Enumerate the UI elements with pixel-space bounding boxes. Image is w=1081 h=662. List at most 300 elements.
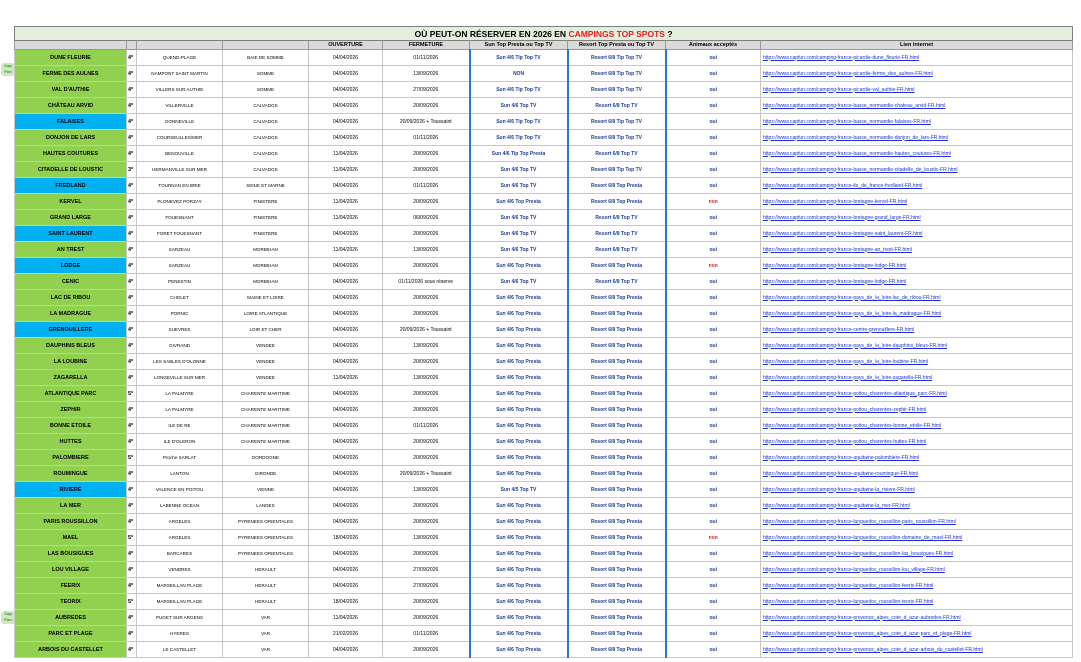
title-row [15,27,1073,41]
camping-link[interactable]: https://www.capfun.com/camping-france-pays_de_la_loire-loubine-FR.html [763,358,929,365]
closing-date: 20/09/2026 [383,290,470,306]
pets-accepted: oui [666,98,761,114]
header-closing: FERMETURE [383,41,470,50]
title-highlight: CAMPINGS TOP SPOTS [568,28,665,39]
closing-date: 27/09/2026 [383,82,470,98]
camping-city: VILLERS SUR AUTHIE [137,82,223,98]
camping-department: PYRENEES ORIENTALES [223,514,309,530]
camping-stars: 4* [127,466,137,482]
camping-name: LAC DE RIBOU [15,290,127,306]
camping-city: SUEVRES [137,322,223,338]
closing-date: 27/09/2026 [383,562,470,578]
sun-offer: Sun 4/6 Top Presta [470,306,568,322]
title-end: ? [664,28,673,39]
sun-offer: Sun 4/6 Top Presta [470,290,568,306]
opening-date: 04/04/2026 [309,386,383,402]
camping-name: LOU VILLAGE [15,562,127,578]
resort-offer: Resort 6/8 Top Presta [568,626,666,642]
sun-offer: Sun 4/6 Tip Top Presta [470,146,568,162]
camping-name: TEORIX [15,594,127,610]
camping-link[interactable]: https://www.capfun.com/camping-france-bretagne-kervel-FR.html [763,198,908,205]
pets-accepted: oui [666,466,761,482]
camping-name: GRENOUILLERE [15,322,127,338]
camping-department: CHARENTE MARITIME [223,434,309,450]
opening-date: 04/04/2026 [309,402,383,418]
opening-date: 04/04/2026 [309,322,383,338]
closing-date: 20/09/2026 + Toussaint [383,322,470,338]
closing-date: 20/09/2026 [383,194,470,210]
camping-name: HAUTES COUTURES [15,146,127,162]
opening-date: 04/04/2026 [309,258,383,274]
camping-city: VALENCE EN POITOU [137,482,223,498]
table-row [15,178,1073,194]
camping-stars: 4* [127,274,137,290]
camping-department: CALVADOS [223,162,309,178]
sun-offer: Sun 4/6 Top Presta [470,450,568,466]
camping-stars: 4* [127,498,137,514]
camping-department: SOMME [223,66,309,82]
internet-link [761,450,1073,466]
campings-table [14,26,1073,658]
opening-date: 04/04/2026 [309,178,383,194]
resort-offer: Resort 6/8 Top Presta [568,386,666,402]
camping-city: HERMANVILLE SUR MER [137,162,223,178]
camping-department: MORBIHAN [223,274,309,290]
sun-offer: Sun 4/6 Top TV [470,178,568,194]
camping-name: LAS BOUSIGUES [15,546,127,562]
camping-link[interactable]: https://www.capfun.com/camping-france-languedoc_roussillon-domaine_de_mael-FR.html [763,534,963,541]
opening-date: 04/04/2026 [309,434,383,450]
pets-accepted: oui [666,226,761,242]
camping-stars: 5* [127,450,137,466]
pets-accepted: oui [666,210,761,226]
camping-link[interactable]: https://www.capfun.com/camping-france-languedoc_roussillon-teorix-FR.html [763,598,934,605]
closing-date: 20/09/2026 [383,514,470,530]
camping-department: HERAULT [223,562,309,578]
table-row [15,50,1073,66]
camping-link[interactable]: https://www.capfun.com/camping-france-poitou_charentes-bonne_etoile-FR.html [763,422,942,429]
resort-offer: Resort 6/8 Top Presta [568,450,666,466]
camping-city: GONNEVILLE [137,114,223,130]
camping-link[interactable]: https://www.capfun.com/camping-france-languedoc_roussillon-lou_village-FR.html [763,566,945,573]
closing-date: 20/09/2026 [383,226,470,242]
camping-city: MARSEILLAN PLAGE [137,594,223,610]
camping-department: VAR [223,610,309,626]
camping-department: MORBIHAN [223,242,309,258]
camping-department: CHARENTE MARITIME [223,402,309,418]
camping-city: VILLERVILLE [137,98,223,114]
internet-link [761,162,1073,178]
pets-accepted: oui [666,498,761,514]
resort-offer: Resort 6/8 Top Presta [568,498,666,514]
camping-link[interactable]: https://www.capfun.com/camping-france-centre-grenouillere-FR.html [763,326,915,333]
internet-link [761,514,1073,530]
camping-city: BARCARES [137,546,223,562]
pets-accepted: oui [666,434,761,450]
table-row [15,210,1073,226]
internet-link [761,578,1073,594]
sun-offer: Sun 4/6 Top Presta [470,194,568,210]
table-row [15,562,1073,578]
camping-stars: 4* [127,370,137,386]
sun-offer: Sun 4/6 Tip Top TV [470,50,568,66]
camping-name: DONJON DE LARS [15,130,127,146]
internet-link [761,258,1073,274]
internet-link [761,626,1073,642]
internet-link [761,482,1073,498]
camping-city: LA PALMYRE [137,402,223,418]
camping-link[interactable]: https://www.capfun.com/camping-france-bretagne-lodge-FR.html [763,262,907,269]
camping-stars: 4* [127,354,137,370]
camping-department: CALVADOS [223,146,309,162]
camping-stars: 4* [127,66,137,82]
camping-stars: 4* [127,562,137,578]
camping-name: CITADELLE DE LOUSTIC [15,162,127,178]
sun-offer: Sun 4/6 Top Presta [470,530,568,546]
camping-department: VAR [223,642,309,658]
camping-city: NAMPONT SAINT MARTIN [137,66,223,82]
pets-accepted: oui [666,370,761,386]
opening-date: 04/04/2026 [309,482,383,498]
opening-date: 04/04/2026 [309,98,383,114]
camping-name: FALAISES [15,114,127,130]
camping-stars: 4* [127,626,137,642]
camping-city: LA PALMYRE [137,386,223,402]
closing-date: 01/11/2026 sous réserve [383,274,470,290]
table-row [15,530,1073,546]
camping-link[interactable]: https://www.capfun.com/camping-france-poitou_charentes-zephir-FR.html [763,406,927,413]
camping-department: CHARENTE MARITIME [223,386,309,402]
pets-accepted: oui [666,274,761,290]
camping-link[interactable]: https://www.capfun.com/camping-france-basse_normandie-falaises-FR.html [763,118,931,125]
table-row [15,194,1073,210]
internet-link [761,530,1073,546]
camping-stars: 4* [127,114,137,130]
camping-department: DORDOGNE [223,450,309,466]
camping-city: FORET FOUESNANT [137,226,223,242]
resort-offer: Resort 6/8 Top TV [568,242,666,258]
resort-offer: Resort 6/8 Top Presta [568,258,666,274]
closing-date: 20/09/2026 [383,498,470,514]
camping-stars: 4* [127,322,137,338]
header-opening: OUVERTURE [309,41,383,50]
camping-link[interactable]: https://www.capfun.com/camping-france-basse_normandie-donjon_de_lars-FR.html [763,134,949,141]
sun-offer: Sun 4/6 Tip Top TV [470,130,568,146]
opening-date: 04/04/2026 [309,114,383,130]
table-row [15,450,1073,466]
closing-date: 01/11/2026 [383,418,470,434]
closing-date: 01/11/2026 [383,50,470,66]
camping-link[interactable]: https://www.capfun.com/camping-france-bretagne-lodge-FR.html [763,278,907,285]
pets-accepted: non [666,258,761,274]
opening-date: 04/04/2026 [309,466,383,482]
pets-accepted: oui [666,338,761,354]
camping-link[interactable]: https://www.capfun.com/camping-france-pays_de_la_loire-la_madrague-FR.html [763,310,942,317]
camping-department: MAINE ET LOIRE [223,290,309,306]
internet-link [761,306,1073,322]
opening-date: 04/04/2026 [309,450,383,466]
camping-stars: 4* [127,98,137,114]
camping-department: CALVADOS [223,114,309,130]
camping-link[interactable]: https://www.capfun.com/camping-france-pays_de_la_loire-dauphins_bleus-FR.html [763,342,947,349]
closing-date: 13/09/2026 [383,370,470,386]
camping-name: LODGE [15,258,127,274]
camping-stars: 4* [127,338,137,354]
camping-city: ARGELES [137,514,223,530]
resort-offer: Resort 6/8 Top TV [568,146,666,162]
camping-link[interactable]: https://www.capfun.com/camping-france-aquitaine-la_mer-FR.html [763,502,910,509]
camping-city: LES SABLES D'OLONNE [137,354,223,370]
opening-date: 11/04/2026 [309,194,383,210]
camping-stars: 3* [127,162,137,178]
closing-date: 13/09/2026 [383,66,470,82]
pets-accepted: oui [666,626,761,642]
resort-offer: Resort 6/8 Top TV [568,274,666,290]
resort-offer: Resort 6/8 Top TV [568,210,666,226]
camping-stars: 4* [127,50,137,66]
resort-offer: Resort 6/8 Top Presta [568,482,666,498]
opening-date: 04/04/2026 [309,82,383,98]
pets-accepted: oui [666,562,761,578]
camping-department: VENDEE [223,338,309,354]
opening-date: 04/04/2026 [309,306,383,322]
internet-link [761,226,1073,242]
camping-link[interactable]: https://www.capfun.com/camping-france-basse_normandie-chateau_arvid-FR.html [763,102,946,109]
internet-link [761,194,1073,210]
camping-link[interactable]: https://www.capfun.com/camping-france-aquitaine-roumingue-FR.html [763,470,919,477]
camping-city: SARZEAU [137,258,223,274]
camping-name: CHÂTEAU ARVID [15,98,127,114]
camping-link[interactable]: https://www.capfun.com/camping-france-aquitaine-palombiere-FR.html [763,454,920,461]
internet-link [761,546,1073,562]
sun-offer: Sun 4/6 Top Presta [470,354,568,370]
internet-link [761,466,1073,482]
opening-date: 11/04/2026 [309,146,383,162]
pets-accepted: oui [666,178,761,194]
camping-name: GRAND LARGE [15,210,127,226]
camping-department: PYRENEES ORIENTALES [223,530,309,546]
sun-offer: Sun 4/6 Top Presta [470,386,568,402]
opening-date: 04/04/2026 [309,290,383,306]
internet-link [761,562,1073,578]
resort-offer: Resort 6/8 Top Presta [568,578,666,594]
camping-link[interactable]: https://www.capfun.com/camping-france-pays_de_la_loire-zagarella-FR.html [763,374,933,381]
pets-accepted: oui [666,130,761,146]
camping-name: BONNE ETOILE [15,418,127,434]
closing-date: 20/09/2026 [383,546,470,562]
opening-date: 04/04/2026 [309,562,383,578]
sun-offer: Sun 4/6 Top Presta [470,578,568,594]
camping-link[interactable]: https://www.capfun.com/camping-france-provence_alpes_cote_d_azur-arbois_du_castellet-FR.html [763,646,983,653]
camping-department: CALVADOS [223,130,309,146]
internet-link [761,50,1073,66]
opening-date: 18/04/2026 [309,530,383,546]
opening-date: 11/04/2026 [309,210,383,226]
resort-offer: Resort 6/8 Top Presta [568,194,666,210]
camping-name: HUTTES [15,434,127,450]
camping-stars: 4* [127,194,137,210]
camping-city: HYERES [137,626,223,642]
closing-date: 13/09/2026 [383,530,470,546]
table-row [15,466,1073,482]
closing-date: 13/09/2026 [383,482,470,498]
table-row [15,290,1073,306]
camping-link[interactable]: https://www.capfun.com/camping-france-bretagne-an_trest-FR.html [763,246,912,253]
pets-accepted: oui [666,114,761,130]
pets-accepted: oui [666,162,761,178]
camping-city: ILE D'OLERON [137,434,223,450]
header-blank-city [137,41,223,50]
resort-offer: Resort 6/8 Top Presta [568,402,666,418]
camping-stars: 4* [127,514,137,530]
internet-link [761,402,1073,418]
sun-offer: Sun 4/6 Top TV [470,162,568,178]
camping-link[interactable]: https://www.capfun.com/camping-france-bretagne-grand_large-FR.html [763,214,921,221]
resort-offer: Resort 6/8 Top Presta [568,306,666,322]
closing-date: 01/11/2026 [383,178,470,194]
pets-accepted: oui [666,514,761,530]
table-row [15,578,1073,594]
camping-stars: 4* [127,578,137,594]
camping-name: MAEL [15,530,127,546]
resort-offer: Resort 6/8 Top Presta [568,610,666,626]
resort-offer: Resort 6/8 Tip Top TV [568,114,666,130]
camping-stars: 4* [127,642,137,658]
resort-offer: Resort 6/8 Top Presta [568,354,666,370]
camping-link[interactable]: https://www.capfun.com/camping-france-languedoc_roussillon-las_bousigues-FR.html [763,550,954,557]
camping-stars: 4* [127,610,137,626]
sun-offer: Sun 4/6 Top Presta [470,466,568,482]
camping-link[interactable]: https://www.capfun.com/camping-france-bretagne-saint_laurent-FR.html [763,230,923,237]
camping-department: LOIRE ATLANTIQUE [223,306,309,322]
camping-department: HERAULT [223,594,309,610]
camping-link[interactable]: https://www.capfun.com/camping-france-ile_de_france-fredland-FR.html [763,182,923,189]
pets-accepted: oui [666,306,761,322]
camping-link[interactable]: https://www.capfun.com/camping-france-basse_normandie-hautes_coutures-FR.html [763,150,951,157]
sun-offer: Sun 4/6 Tip Top TV [470,114,568,130]
resort-offer: Resort 6/8 Top Presta [568,546,666,562]
sun-offer: Sun 4/6 Top Presta [470,498,568,514]
camping-link[interactable]: https://www.capfun.com/camping-france-pays_de_la_loire-lac_de_ribou-FR.html [763,294,941,301]
camping-name: PARC ET PLAGE [15,626,127,642]
resort-offer: Resort 6/8 Top Presta [568,594,666,610]
camping-department: LOIR ET CHER [223,322,309,338]
table-row [15,642,1073,658]
camping-stars: 4* [127,290,137,306]
opening-date: 21/02/2026 [309,626,383,642]
internet-link [761,274,1073,290]
camping-link[interactable]: https://www.capfun.com/camping-france-poitou_charentes-huttes-FR.html [763,438,927,445]
camping-name: PARIS ROUSSILLON [15,514,127,530]
pets-accepted: oui [666,418,761,434]
sun-offer: Sun 4/6 Top Presta [470,434,568,450]
resort-offer: Resort 6/8 Top Presta [568,322,666,338]
camping-name: DUNE FLEURIE [15,50,127,66]
camping-link[interactable]: https://www.capfun.com/camping-france-provence_alpes_cote_d_azur-parc_et_plage-FR.html [763,630,972,637]
pets-accepted: oui [666,642,761,658]
camping-link[interactable]: https://www.capfun.com/camping-france-languedoc_roussillon-feerix-FR.html [763,582,934,589]
camping-city: LABENNE OCEAN [137,498,223,514]
camping-link[interactable]: https://www.capfun.com/camping-france-provence_alpes_cote_d_azur-aubredes-FR.html [763,614,961,621]
camping-link[interactable]: https://www.capfun.com/camping-france-picardie-dune_fleurie-FR.html [763,54,920,61]
resort-offer: Resort 6/8 Top Presta [568,466,666,482]
camping-link[interactable]: https://www.capfun.com/camping-france-basse_normandie-citadelle_de_loustic-FR.html [763,166,958,173]
camping-link[interactable]: https://www.capfun.com/camping-france-picardie-val_authie-FR.html [763,86,915,93]
table-row [15,418,1073,434]
sun-offer: NON [470,66,568,82]
sun-offer: Sun 4/6 Top TV [470,226,568,242]
camping-city: LONGEVILLE SUR MER [137,370,223,386]
camping-link[interactable]: https://www.capfun.com/camping-france-picardie-ferme_des_aulnes-FR.html [763,70,933,77]
camping-department: GIRONDE [223,466,309,482]
opening-date: 04/04/2026 [309,354,383,370]
closing-date: 20/09/2026 + Toussaint [383,466,470,482]
closing-date: 01/11/2026 [383,626,470,642]
closing-date: 20/09/2026 [383,146,470,162]
camping-link[interactable]: https://www.capfun.com/camping-france-languedoc_roussillon-paris_roussillon-FR.html [763,518,956,525]
camping-department: SOMME [223,82,309,98]
resort-offer: Resort 6/8 Tip Top TV [568,130,666,146]
opening-date: 04/04/2026 [309,418,383,434]
pets-accepted: oui [666,242,761,258]
opening-date: 04/04/2026 [309,274,383,290]
spreadsheet [14,26,1072,658]
internet-link [761,610,1073,626]
closing-date: 20/09/2026 [383,642,470,658]
closing-date: 20/09/2026 [383,258,470,274]
internet-link [761,66,1073,82]
camping-name: ROUMINGUE [15,466,127,482]
camping-stars: 4* [127,178,137,194]
camping-name: FERME DES AULNES [15,66,127,82]
closing-date: 06/09/2026 [383,210,470,226]
closing-date: 20/09/2026 [383,386,470,402]
pets-accepted: oui [666,322,761,338]
header-blank-stars [127,41,137,50]
camping-name: AN TREST [15,242,127,258]
resort-offer: Resort 6/8 Tip Top TV [568,82,666,98]
table-row [15,434,1073,450]
internet-link [761,290,1073,306]
resort-offer: Resort 6/8 Top TV [568,98,666,114]
camping-city: COURSEULLES/MER [137,130,223,146]
internet-link [761,594,1073,610]
header-pets: Animaux acceptés [666,41,761,50]
sun-offer: Sun 4/6 Top TV [470,242,568,258]
table-row [15,482,1073,498]
sun-offer: Sun 4/6 Top Presta [470,610,568,626]
camping-department: PYRENEES ORIENTALES [223,546,309,562]
pets-accepted: oui [666,50,761,66]
sun-offer: Sun 4/6 Top TV [470,274,568,290]
camping-department: CHARENTE MARITIME [223,418,309,434]
internet-link [761,98,1073,114]
camping-stars: 4* [127,82,137,98]
camping-name: LA LOUBINE [15,354,127,370]
header-blank-dept [223,41,309,50]
camping-link[interactable]: https://www.capfun.com/camping-france-poitou_charentes-atlantique_parc-FR.html [763,390,947,397]
camping-stars: 5* [127,386,137,402]
camping-link[interactable]: https://www.capfun.com/camping-france-aquitaine-la_riviere-FR.html [763,486,915,493]
internet-link [761,434,1073,450]
internet-link [761,386,1073,402]
camping-city: Proche SARLAT [137,450,223,466]
pets-accepted: oui [666,82,761,98]
resort-offer: Resort 6/8 Tip Top TV [568,162,666,178]
closing-date: 27/09/2026 [383,578,470,594]
resort-offer: Resort 6/8 Top Presta [568,562,666,578]
closing-date: 20/09/2026 [383,594,470,610]
